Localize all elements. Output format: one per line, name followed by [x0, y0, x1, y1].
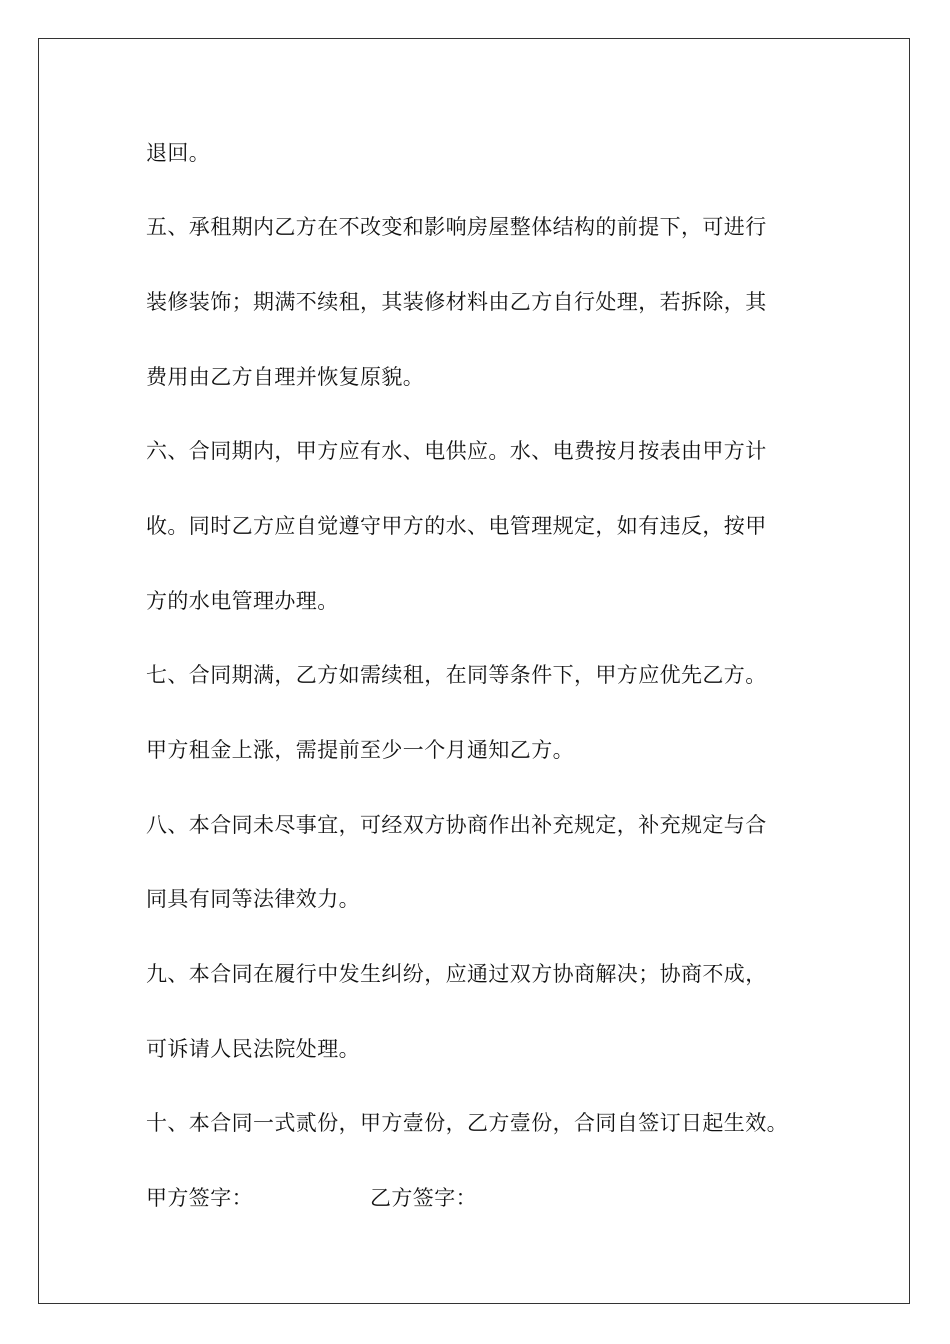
- text-line: 八、本合同未尽事宜，可经双方协商作出补充规定，补充规定与合: [146, 813, 767, 837]
- text-line: 十、本合同一式贰份，甲方壹份，乙方壹份，合同自签订日起生效。: [146, 1111, 788, 1135]
- text-line: 同具有同等法律效力。: [146, 887, 360, 911]
- text-line: 五、承租期内乙方在不改变和影响房屋整体结构的前提下，可进行: [146, 215, 767, 239]
- text-line: 可诉请人民法院处理。: [146, 1037, 360, 1061]
- text-line: 装修装饰；期满不续租，其装修材料由乙方自行处理，若拆除，其: [146, 290, 767, 314]
- text-line: 方的水电管理办理。: [146, 589, 339, 613]
- text-line: 六、合同期内，甲方应有水、电供应。水、电费按月按表由甲方计: [146, 439, 767, 463]
- text-line: 退回。: [146, 141, 211, 165]
- text-line: 七、合同期满，乙方如需续租，在同等条件下，甲方应优先乙方。: [146, 663, 767, 687]
- text-line: 九、本合同在履行中发生纠纷，应通过双方协商解决；协商不成，: [146, 962, 767, 986]
- party-b-signature-label: 乙方签字：: [370, 1186, 477, 1210]
- text-line: 费用由乙方自理并恢复原貌。: [146, 365, 425, 389]
- party-a-signature-label: 甲方签字：: [146, 1186, 253, 1210]
- text-line: 甲方租金上涨，需提前至少一个月通知乙方。: [146, 738, 574, 762]
- text-line: 收。同时乙方应自觉遵守甲方的水、电管理规定，如有违反，按甲: [146, 514, 767, 538]
